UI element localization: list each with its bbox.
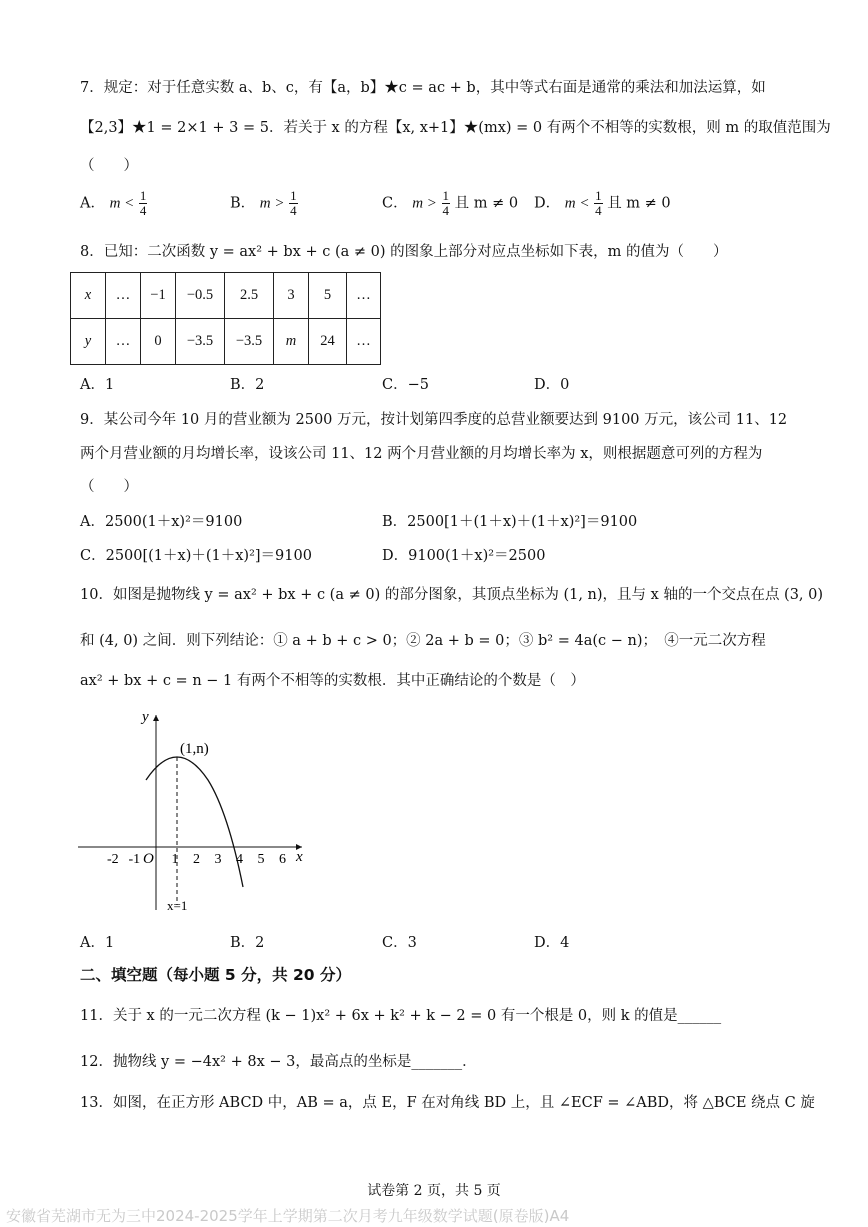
symmetry-axis-label: x=1 (167, 898, 188, 913)
tick-label: -2 (107, 852, 119, 867)
table-cell: … (347, 273, 381, 319)
fraction: $\frac{1}{4}$ (290, 188, 297, 218)
q9-option-d: D．9100(1＋x)²＝2500 (382, 548, 546, 564)
table-cell: 0 (141, 319, 176, 365)
fraction: $\frac{1}{4}$ (139, 188, 147, 218)
option-expr: m < (109, 195, 135, 212)
table-cell: 3 (274, 273, 309, 319)
option-label: A． (80, 195, 105, 212)
tick-label: -1 (128, 852, 141, 867)
option-condition: 且 m ≠ 0 (454, 195, 519, 212)
table-cell: −1 (141, 273, 176, 319)
q8-option-d: D．0 (534, 377, 570, 393)
origin-label: O (143, 851, 154, 867)
table-cell: … (347, 319, 381, 365)
q10-option-b: B．2 (230, 935, 265, 951)
q8-option-c: C．−5 (382, 377, 429, 393)
table-cell: −3.5 (176, 319, 225, 365)
q7-line2: 【2,3】★1 = 2×1 + 3 = 5．若关于 x 的方程【x, x+1】★(mx) = 0 有两个不相等的实数根，则 m 的取值范围为 (80, 120, 831, 136)
table-cell: y (71, 319, 106, 365)
option-expr: m > (259, 195, 285, 212)
option-expr: m > (412, 195, 437, 212)
q10-option-d: D．4 (534, 935, 570, 951)
option-condition: 且 m ≠ 0 (607, 195, 671, 212)
tick-label: 2 (193, 852, 200, 867)
q10-option-a: A．1 (80, 935, 115, 951)
q11-text: 11．关于 x 的一元二次方程 (k − 1)x² + 6x + k² + k − 2 = 0 有一个根是 0，则 k 的值是______ (80, 1008, 722, 1024)
parabola-graph (70, 705, 330, 920)
q9-option-c: C．2500[(1＋x)＋(1＋x)²]＝9100 (80, 548, 312, 564)
q13-text: 13．如图，在正方形 ABCD 中，AB = a，点 E，F 在对角线 BD 上，且 ∠ECF = ∠ABD，将 △BCE 绕点 C 旋 (80, 1095, 815, 1111)
option-label: D． (534, 195, 561, 212)
page-footer: 试卷第 2 页，共 5 页 (367, 1183, 501, 1199)
table-cell: m (274, 319, 309, 365)
table-cell: 5 (309, 273, 347, 319)
section-heading: 二、填空题（每小题 5 分，共 20 分） (80, 966, 351, 984)
table-cell: 24 (309, 319, 347, 365)
option-expr: m < (564, 195, 590, 212)
q12-text: 12．抛物线 y = −4x² + 8x − 3，最高点的坐标是_______． (80, 1054, 477, 1070)
table-row (71, 273, 381, 319)
q9-option-b: B．2500[1＋(1＋x)＋(1＋x)²]＝9100 (382, 514, 638, 530)
q9-line2: 两个月营业额的月均增长率，设该公司 11、12 两个月营业额的月均增长率为 x，则根据题意可列的方程为 (80, 446, 763, 462)
table-cell: … (106, 273, 141, 319)
table-cell: −3.5 (225, 319, 274, 365)
q9-line1: 9．某公司今年 10 月的营业额为 2500 万元，按计划第四季度的总营业额要达到 9100 万元，该公司 11、12 (80, 412, 788, 428)
q7-option-c (382, 189, 518, 218)
q8-option-b: B．2 (230, 377, 265, 393)
option-label: C． (382, 195, 408, 212)
q9-line3: （ ） (80, 479, 138, 495)
q7-option-d (534, 189, 671, 218)
fraction: $\frac{1}{4}$ (595, 188, 602, 218)
q10-line2: 和 (4, 0) 之间．则下列结论：① a + b + c > 0；② 2a + b = 0；③ b² = 4a(c − n)； ④一元二次方程 (80, 633, 766, 649)
fraction: $\frac{1}{4}$ (442, 188, 450, 218)
table-row (71, 319, 381, 365)
tick-label: 6 (279, 852, 286, 867)
tick-label: 4 (236, 852, 243, 867)
q9-option-a: A．2500(1＋x)²＝9100 (80, 514, 243, 530)
q7-option-a (80, 189, 147, 218)
x-axis-label: x (296, 849, 303, 865)
vertex-label: (1,n) (180, 741, 209, 757)
table-cell: x (71, 273, 106, 319)
tick-label: 1 (171, 852, 179, 867)
q7-option-b (230, 189, 298, 218)
q7-line3: （ ） (80, 158, 138, 174)
tick-label: 5 (257, 852, 265, 867)
y-axis-label: y (142, 709, 149, 725)
q10-option-c: C．3 (382, 935, 417, 951)
tick-label: 3 (214, 852, 222, 867)
table-cell: 2.5 (225, 273, 274, 319)
watermark: 安徽省芜湖市无为三中2024-2025学年上学期第二次月考九年级数学试题(原卷版)A4 (6, 1207, 570, 1225)
q8-option-a: A．1 (80, 377, 115, 393)
parabola-curve (146, 757, 243, 887)
q7-line1: 7．规定：对于任意实数 a、b、c，有【a，b】★c = ac + b，其中等式右面是通常的乘法和加法运算，如 (80, 80, 766, 96)
table-cell: … (106, 319, 141, 365)
q8-value-table (70, 272, 381, 365)
q8-line1: 8．已知：二次函数 y = ax² + bx + c (a ≠ 0) 的图象上部分对应点坐标如下表，m 的值为（ ） (80, 244, 728, 260)
option-label: B． (230, 195, 256, 212)
q10-line3: ax² + bx + c = n − 1 有两个不相等的实数根．其中正确结论的个数是（ ） (80, 673, 585, 689)
tick-labels (107, 852, 286, 867)
q10-line1: 10．如图是抛物线 y = ax² + bx + c (a ≠ 0) 的部分图象，其顶点坐标为 (1, n)，且与 x 轴的一个交点在点 (3, 0) (80, 587, 824, 603)
table-cell: −0.5 (176, 273, 225, 319)
